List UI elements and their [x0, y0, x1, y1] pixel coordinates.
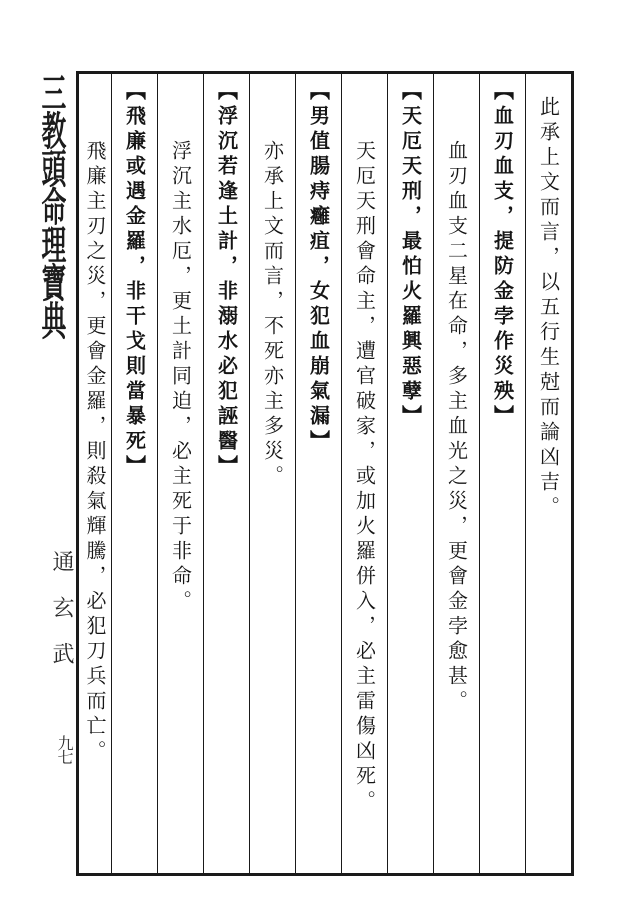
- text-frame: [76, 71, 574, 876]
- text-column: [525, 74, 571, 873]
- page-number: 九七: [55, 735, 74, 763]
- column-text: 亦承上文而言，不死亦主多災。: [260, 140, 285, 490]
- column-heading: 【飛廉或遇金羅，非干戈則當暴死】: [122, 80, 147, 480]
- text-column: [433, 74, 479, 873]
- chapter-label: 通玄武: [49, 550, 74, 688]
- column-heading: 【血刃血支，提防金孛作災殃】: [490, 80, 515, 430]
- column-text: 此承上文而言，以五行生尅而論凶吉。: [536, 96, 561, 521]
- column-text: 血刃血支二星在命，多主血光之災，更會金孛愈甚。: [444, 140, 469, 715]
- text-column: [387, 74, 433, 873]
- column-text: 浮沉主水厄，更土計同迫，必主死于非命。: [168, 140, 193, 615]
- text-column: [79, 74, 111, 873]
- text-column: [203, 74, 249, 873]
- column-text: 天厄天刑會命主，遭官破家，或加火羅併入，必主雷傷凶死。: [352, 140, 377, 815]
- column-heading: 【天厄天刑，最怕火羅興惡孽】: [398, 80, 423, 430]
- text-columns: [79, 74, 571, 873]
- column-heading: 【男值腸痔癰疽，女犯血崩氣漏】: [306, 80, 331, 455]
- column-text: 飛廉主刃之災，更會金羅，則殺氣輝騰，必犯刀兵而亡。: [83, 140, 107, 765]
- running-title: 三教頭命理寶典: [37, 72, 67, 338]
- text-column: [111, 74, 157, 873]
- text-column: [157, 74, 203, 873]
- column-heading: 【浮沉若逢土計，非溺水必犯誣醫】: [214, 80, 239, 480]
- text-column: [341, 74, 387, 873]
- text-column: [249, 74, 295, 873]
- text-column: [479, 74, 525, 873]
- text-column: [295, 74, 341, 873]
